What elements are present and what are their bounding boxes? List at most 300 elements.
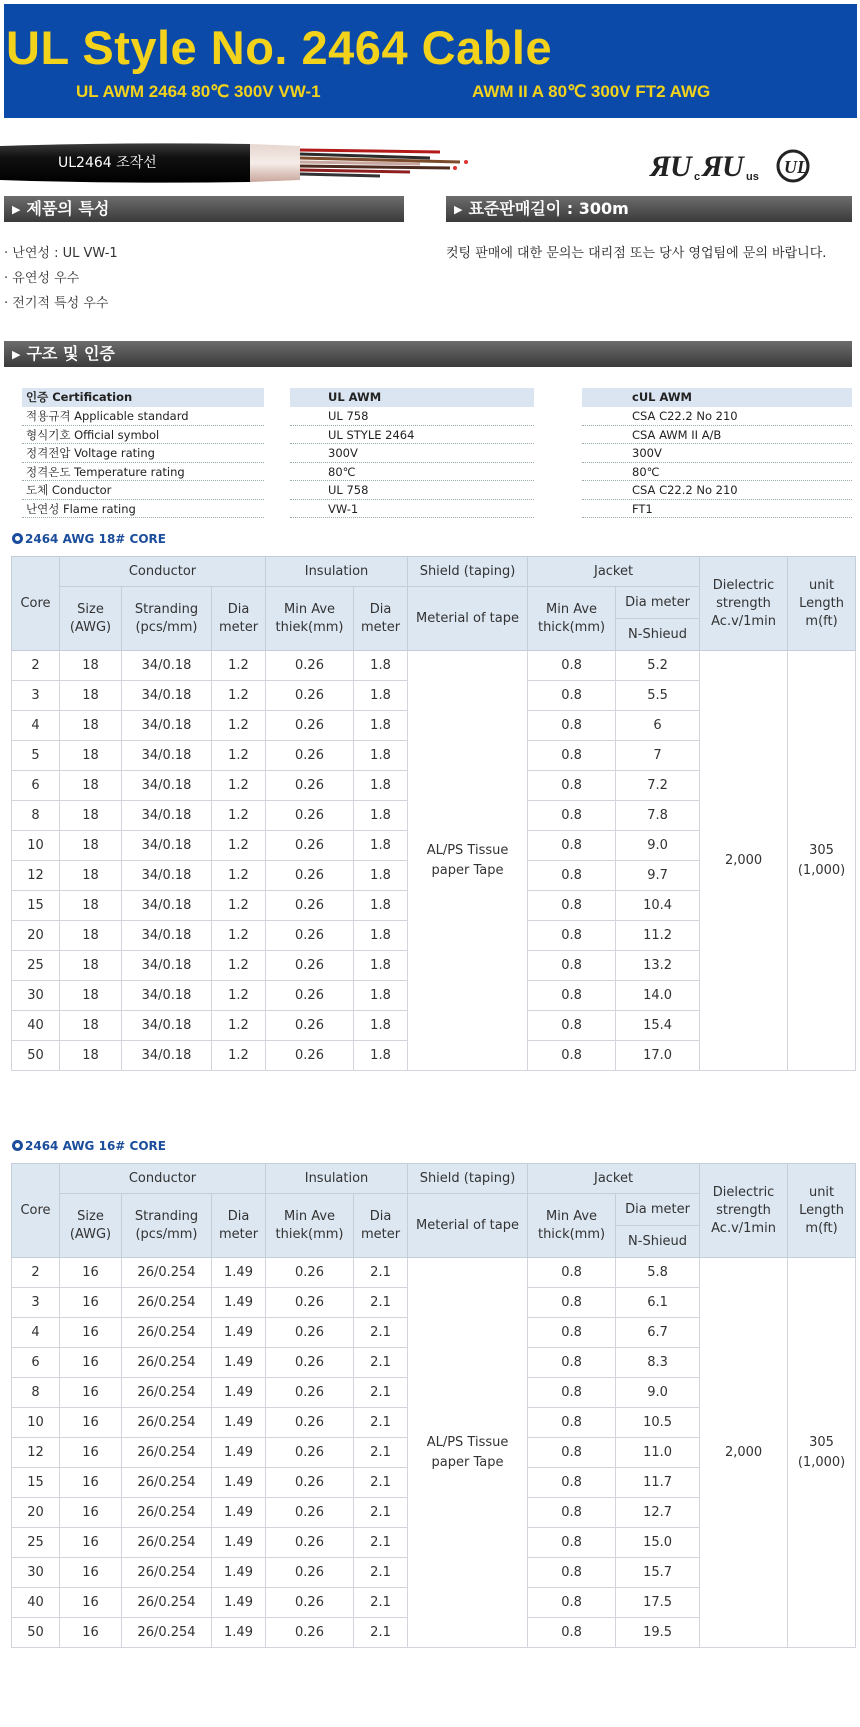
spec-cell: 정격온도 Temperature rating — [22, 463, 264, 482]
list-item: · 유연성 우수 — [4, 271, 80, 286]
page-title: UL Style No. 2464 Cable — [6, 21, 553, 74]
cell-core: 12 — [12, 1438, 60, 1468]
cell-core: 30 — [12, 1558, 60, 1588]
cell-jacket-min-ave: 0.8 — [528, 1318, 616, 1348]
cell-core: 20 — [12, 921, 60, 951]
cell-conductor-dia: 1.49 — [212, 1468, 266, 1498]
subtitle-awm-ii: AWM II A 80℃ 300V FT2 AWG — [472, 82, 711, 101]
cable-spec-table-awg16 — [11, 1163, 856, 1648]
th-shield: Shield (taping) — [408, 557, 528, 587]
cell-stranding: 34/0.18 — [122, 951, 212, 981]
cell-ins-min-ave: 0.26 — [266, 831, 354, 861]
cell-core: 12 — [12, 861, 60, 891]
cell-size: 16 — [60, 1618, 122, 1648]
cell-ins-dia: 2.1 — [354, 1378, 408, 1408]
cell-ins-min-ave: 0.26 — [266, 1498, 354, 1528]
header-banner — [4, 4, 857, 118]
cell-ins-dia: 2.1 — [354, 1528, 408, 1558]
th-n-shield: N-Shieud — [616, 619, 700, 651]
sales-notice: 컷팅 판매에 대한 문의는 대리점 또는 당사 영업팀에 문의 바랍니다. — [446, 246, 827, 261]
cell-conductor-dia: 1.2 — [212, 921, 266, 951]
cell-jacket-min-ave: 0.8 — [528, 1588, 616, 1618]
spec-cell: CSA C22.2 No 210 — [582, 481, 852, 500]
th-min-ave: Min Ave thiek(mm) — [266, 587, 354, 651]
spec-row — [22, 481, 852, 500]
cell-stranding: 26/0.254 — [122, 1528, 212, 1558]
cell-jacket-dia: 9.0 — [616, 1378, 700, 1408]
cell-size: 18 — [60, 861, 122, 891]
cell-jacket-dia: 7.8 — [616, 801, 700, 831]
cell-conductor-dia: 1.2 — [212, 1011, 266, 1041]
cell-jacket-min-ave: 0.8 — [528, 861, 616, 891]
cell-stranding: 34/0.18 — [122, 831, 212, 861]
cell-ins-min-ave: 0.26 — [266, 1618, 354, 1648]
table-title-label: 2464 AWG 18# CORE — [25, 532, 166, 546]
cell-jacket-min-ave: 0.8 — [528, 891, 616, 921]
cell-size: 18 — [60, 711, 122, 741]
sales-heading — [446, 196, 852, 222]
th-jacket-dia: Dia meter — [616, 587, 700, 619]
spec-header-cell: UL AWM — [290, 388, 534, 407]
cell-conductor-dia: 1.49 — [212, 1288, 266, 1318]
cell-ins-dia: 1.8 — [354, 981, 408, 1011]
cell-jacket-dia: 6 — [616, 711, 700, 741]
cell-conductor-dia: 1.2 — [212, 711, 266, 741]
cell-stranding: 34/0.18 — [122, 651, 212, 681]
cell-conductor-dia: 1.2 — [212, 891, 266, 921]
cell-jacket-min-ave: 0.8 — [528, 1618, 616, 1648]
cell-size: 18 — [60, 981, 122, 1011]
circle-bullet-icon — [12, 533, 23, 544]
cell-ins-min-ave: 0.26 — [266, 1378, 354, 1408]
svg-text:Я: Я — [650, 150, 671, 183]
spec-cell: 적용규격 Applicable standard — [22, 407, 264, 426]
cell-jacket-min-ave: 0.8 — [528, 1348, 616, 1378]
cell-ins-min-ave: 0.26 — [266, 1318, 354, 1348]
sales-heading-label: 표준판매길이 : 300m — [468, 199, 629, 218]
cell-size: 16 — [60, 1588, 122, 1618]
cell-stranding: 26/0.254 — [122, 1468, 212, 1498]
th-core: Core — [12, 1164, 60, 1258]
cell-size: 18 — [60, 1011, 122, 1041]
cell-conductor-dia: 1.2 — [212, 981, 266, 1011]
cell-jacket-min-ave: 0.8 — [528, 1041, 616, 1071]
cell-stranding: 26/0.254 — [122, 1438, 212, 1468]
cell-size: 18 — [60, 741, 122, 771]
cell-size: 16 — [60, 1438, 122, 1468]
th-stranding: Stranding (pcs/mm) — [122, 587, 212, 651]
cell-ins-dia: 1.8 — [354, 1041, 408, 1071]
th-core: Core — [12, 557, 60, 651]
cell-ins-dia: 2.1 — [354, 1618, 408, 1648]
cell-ins-min-ave: 0.26 — [266, 1288, 354, 1318]
cell-stranding: 34/0.18 — [122, 921, 212, 951]
triangle-right-icon: ▶ — [12, 348, 21, 361]
cell-ins-min-ave: 0.26 — [266, 951, 354, 981]
th-size: Size (AWG) — [60, 1194, 122, 1258]
cell-jacket-dia: 11.0 — [616, 1438, 700, 1468]
triangle-right-icon: ▶ — [454, 203, 463, 216]
cell-jacket-min-ave: 0.8 — [528, 981, 616, 1011]
th-ins-dia: Dia meter — [354, 1194, 408, 1258]
cell-ins-min-ave: 0.26 — [266, 861, 354, 891]
spec-cell: 80℃ — [290, 463, 534, 482]
cell-ins-dia: 2.1 — [354, 1588, 408, 1618]
cell-stranding: 34/0.18 — [122, 861, 212, 891]
cell-core: 3 — [12, 681, 60, 711]
cell-ins-min-ave: 0.26 — [266, 681, 354, 711]
cell-ins-dia: 2.1 — [354, 1468, 408, 1498]
cell-ins-min-ave: 0.26 — [266, 1558, 354, 1588]
cell-stranding: 34/0.18 — [122, 981, 212, 1011]
spec-header-row — [22, 388, 852, 407]
cell-ins-dia: 2.1 — [354, 1558, 408, 1588]
svg-text:Я: Я — [702, 150, 723, 183]
cell-jacket-dia: 5.8 — [616, 1258, 700, 1288]
cell-ins-dia: 2.1 — [354, 1348, 408, 1378]
spec-row — [22, 444, 852, 463]
cell-size: 18 — [60, 771, 122, 801]
cell-conductor-dia: 1.49 — [212, 1258, 266, 1288]
cell-conductor-dia: 1.2 — [212, 651, 266, 681]
cell-jacket-dia: 8.3 — [616, 1348, 700, 1378]
cell-stranding: 26/0.254 — [122, 1558, 212, 1588]
cell-jacket-dia: 12.7 — [616, 1498, 700, 1528]
th-dia-meter: Dia meter — [212, 1194, 266, 1258]
cell-stranding: 26/0.254 — [122, 1258, 212, 1288]
cell-stranding: 34/0.18 — [122, 801, 212, 831]
th-material: Meterial of tape — [408, 1194, 528, 1258]
cell-core: 10 — [12, 1408, 60, 1438]
cell-ins-dia: 1.8 — [354, 681, 408, 711]
cell-conductor-dia: 1.2 — [212, 801, 266, 831]
cell-ins-min-ave: 0.26 — [266, 1408, 354, 1438]
svg-text:U: U — [722, 150, 744, 183]
cell-shield-material: AL/PS Tissue paper Tape — [408, 651, 528, 1071]
th-size: Size (AWG) — [60, 587, 122, 651]
th-unit-length: unit Length m(ft) — [788, 557, 856, 651]
cell-jacket-min-ave: 0.8 — [528, 951, 616, 981]
cell-size: 16 — [60, 1288, 122, 1318]
cell-jacket-dia: 10.5 — [616, 1408, 700, 1438]
th-insulation: Insulation — [266, 1164, 408, 1194]
cell-jacket-min-ave: 0.8 — [528, 1258, 616, 1288]
spec-cell: UL 758 — [290, 481, 534, 500]
cell-jacket-min-ave: 0.8 — [528, 1288, 616, 1318]
cell-size: 16 — [60, 1498, 122, 1528]
cell-conductor-dia: 1.2 — [212, 681, 266, 711]
cell-jacket-dia: 15.4 — [616, 1011, 700, 1041]
cell-jacket-dia: 5.5 — [616, 681, 700, 711]
cell-jacket-min-ave: 0.8 — [528, 681, 616, 711]
cell-ins-dia: 2.1 — [354, 1258, 408, 1288]
cell-stranding: 34/0.18 — [122, 1041, 212, 1071]
cell-size: 16 — [60, 1348, 122, 1378]
cell-ins-min-ave: 0.26 — [266, 741, 354, 771]
cell-ins-dia: 2.1 — [354, 1498, 408, 1528]
structure-heading-label: 구조 및 인증 — [26, 344, 115, 363]
cell-ins-dia: 2.1 — [354, 1438, 408, 1468]
spec-cell: VW-1 — [290, 500, 534, 519]
cell-ins-min-ave: 0.26 — [266, 1258, 354, 1288]
svg-text:U: U — [670, 150, 692, 183]
cell-ins-min-ave: 0.26 — [266, 921, 354, 951]
table-title-label: 2464 AWG 16# CORE — [25, 1139, 166, 1153]
cell-jacket-min-ave: 0.8 — [528, 1378, 616, 1408]
circle-bullet-icon — [12, 1140, 23, 1151]
cell-stranding: 26/0.254 — [122, 1618, 212, 1648]
spec-cell: 도체 Conductor — [22, 481, 264, 500]
cell-size: 18 — [60, 651, 122, 681]
cell-ins-min-ave: 0.26 — [266, 891, 354, 921]
cell-conductor-dia: 1.49 — [212, 1348, 266, 1378]
cell-core: 4 — [12, 711, 60, 741]
cell-core: 20 — [12, 1498, 60, 1528]
th-shield: Shield (taping) — [408, 1164, 528, 1194]
cell-core: 3 — [12, 1288, 60, 1318]
spec-header-cell: cUL AWM — [582, 388, 852, 407]
cell-core: 8 — [12, 1378, 60, 1408]
cell-ins-dia: 1.8 — [354, 921, 408, 951]
cell-jacket-min-ave: 0.8 — [528, 1558, 616, 1588]
cell-size: 18 — [60, 921, 122, 951]
cell-core: 25 — [12, 1528, 60, 1558]
th-ins-dia: Dia meter — [354, 587, 408, 651]
cell-conductor-dia: 1.49 — [212, 1408, 266, 1438]
cell-stranding: 26/0.254 — [122, 1318, 212, 1348]
cell-jacket-min-ave: 0.8 — [528, 1438, 616, 1468]
cell-ins-min-ave: 0.26 — [266, 1011, 354, 1041]
cell-ins-min-ave: 0.26 — [266, 651, 354, 681]
cell-core: 50 — [12, 1041, 60, 1071]
cell-ins-dia: 1.8 — [354, 951, 408, 981]
spec-row — [22, 500, 852, 519]
feature-list — [4, 241, 118, 316]
cell-jacket-min-ave: 0.8 — [528, 1528, 616, 1558]
th-jacket: Jacket — [528, 1164, 700, 1194]
cell-jacket-dia: 6.1 — [616, 1288, 700, 1318]
cell-conductor-dia: 1.2 — [212, 741, 266, 771]
cell-jacket-dia: 9.7 — [616, 861, 700, 891]
th-jacket-min: Min Ave thick(mm) — [528, 1194, 616, 1258]
cell-jacket-min-ave: 0.8 — [528, 831, 616, 861]
cell-core: 8 — [12, 801, 60, 831]
cell-conductor-dia: 1.49 — [212, 1498, 266, 1528]
cell-jacket-min-ave: 0.8 — [528, 651, 616, 681]
cell-ins-dia: 1.8 — [354, 741, 408, 771]
spec-cell: 80℃ — [582, 463, 852, 482]
cell-core: 50 — [12, 1618, 60, 1648]
cell-core: 40 — [12, 1011, 60, 1041]
th-unit-length: unit Length m(ft) — [788, 1164, 856, 1258]
cell-conductor-dia: 1.49 — [212, 1618, 266, 1648]
cell-ins-dia: 1.8 — [354, 891, 408, 921]
cell-stranding: 26/0.254 — [122, 1588, 212, 1618]
cell-ins-dia: 1.8 — [354, 651, 408, 681]
cell-ins-dia: 1.8 — [354, 831, 408, 861]
cell-jacket-dia: 7.2 — [616, 771, 700, 801]
cell-conductor-dia: 1.2 — [212, 771, 266, 801]
cell-jacket-min-ave: 0.8 — [528, 801, 616, 831]
cell-jacket-dia: 19.5 — [616, 1618, 700, 1648]
cell-core: 4 — [12, 1318, 60, 1348]
cell-ins-min-ave: 0.26 — [266, 1468, 354, 1498]
th-n-shield: N-Shieud — [616, 1226, 700, 1258]
cell-unit-length: 305 (1,000) — [788, 651, 856, 1071]
cell-size: 16 — [60, 1378, 122, 1408]
table-title-awg18 — [12, 532, 166, 546]
cell-ins-dia: 1.8 — [354, 1011, 408, 1041]
cell-size: 18 — [60, 801, 122, 831]
th-conductor: Conductor — [60, 1164, 266, 1194]
cell-ins-min-ave: 0.26 — [266, 1348, 354, 1378]
th-jacket-dia: Dia meter — [616, 1194, 700, 1226]
cell-core: 2 — [12, 651, 60, 681]
cable-spec-table-awg18 — [11, 556, 856, 1071]
triangle-right-icon: ▶ — [12, 203, 21, 216]
cell-jacket-dia: 13.2 — [616, 951, 700, 981]
spec-cell: CSA AWM II A/B — [582, 426, 852, 445]
features-heading-label: 제품의 특성 — [26, 199, 110, 218]
cell-jacket-min-ave: 0.8 — [528, 1498, 616, 1528]
cell-ins-dia: 1.8 — [354, 771, 408, 801]
cell-ins-dia: 2.1 — [354, 1408, 408, 1438]
cell-size: 18 — [60, 681, 122, 711]
cell-stranding: 34/0.18 — [122, 771, 212, 801]
spec-row — [22, 426, 852, 445]
features-heading — [4, 196, 404, 222]
cell-jacket-min-ave: 0.8 — [528, 1408, 616, 1438]
list-item: · 전기적 특성 우수 — [4, 296, 109, 311]
cell-jacket-dia: 15.0 — [616, 1528, 700, 1558]
cell-conductor-dia: 1.49 — [212, 1588, 266, 1618]
subtitle-ul-awm: UL AWM 2464 80℃ 300V VW-1 — [76, 82, 321, 101]
cell-conductor-dia: 1.2 — [212, 861, 266, 891]
cell-jacket-min-ave: 0.8 — [528, 1468, 616, 1498]
cell-jacket-dia: 14.0 — [616, 981, 700, 1011]
cell-core: 2 — [12, 1258, 60, 1288]
th-dielectric: Dielectric strength Ac.v/1min — [700, 1164, 788, 1258]
cell-conductor-dia: 1.2 — [212, 951, 266, 981]
cell-conductor-dia: 1.2 — [212, 831, 266, 861]
cell-ins-dia: 1.8 — [354, 801, 408, 831]
spec-cell: UL STYLE 2464 — [290, 426, 534, 445]
table-row — [12, 1258, 856, 1288]
cell-ins-dia: 2.1 — [354, 1288, 408, 1318]
cell-jacket-min-ave: 0.8 — [528, 921, 616, 951]
cell-jacket-min-ave: 0.8 — [528, 711, 616, 741]
cell-stranding: 26/0.254 — [122, 1498, 212, 1528]
cell-conductor-dia: 1.49 — [212, 1378, 266, 1408]
th-dielectric: Dielectric strength Ac.v/1min — [700, 557, 788, 651]
th-jacket-min: Min Ave thick(mm) — [528, 587, 616, 651]
spec-cell: FT1 — [582, 500, 852, 519]
cell-core: 25 — [12, 951, 60, 981]
spec-cell: UL 758 — [290, 407, 534, 426]
cell-ins-dia: 1.8 — [354, 861, 408, 891]
cable-label: UL2464 조작선 — [58, 155, 157, 171]
spec-cell: 300V — [290, 444, 534, 463]
cell-core: 10 — [12, 831, 60, 861]
cell-jacket-dia: 11.7 — [616, 1468, 700, 1498]
th-min-ave: Min Ave thiek(mm) — [266, 1194, 354, 1258]
spec-row — [22, 463, 852, 482]
cell-core: 15 — [12, 891, 60, 921]
spec-cell: 정격전압 Voltage rating — [22, 444, 264, 463]
cell-size: 16 — [60, 1468, 122, 1498]
th-insulation: Insulation — [266, 557, 408, 587]
cell-size: 16 — [60, 1408, 122, 1438]
cell-ins-min-ave: 0.26 — [266, 771, 354, 801]
cell-size: 18 — [60, 951, 122, 981]
list-item: · 난연성 : UL VW-1 — [4, 246, 118, 261]
cell-size: 16 — [60, 1528, 122, 1558]
cell-core: 30 — [12, 981, 60, 1011]
cell-jacket-dia: 17.0 — [616, 1041, 700, 1071]
cell-jacket-dia: 17.5 — [616, 1588, 700, 1618]
cell-stranding: 26/0.254 — [122, 1288, 212, 1318]
table-title-awg16 — [12, 1139, 166, 1153]
cell-size: 16 — [60, 1258, 122, 1288]
cell-stranding: 34/0.18 — [122, 741, 212, 771]
svg-text:UL: UL — [784, 157, 808, 177]
cell-stranding: 26/0.254 — [122, 1378, 212, 1408]
cell-dielectric: 2,000 — [700, 651, 788, 1071]
structure-heading — [4, 341, 852, 367]
cell-ins-min-ave: 0.26 — [266, 1528, 354, 1558]
cell-jacket-min-ave: 0.8 — [528, 741, 616, 771]
th-conductor: Conductor — [60, 557, 266, 587]
cell-core: 6 — [12, 1348, 60, 1378]
th-material: Meterial of tape — [408, 587, 528, 651]
spec-cell: 형식기호 Official symbol — [22, 426, 264, 445]
cell-size: 18 — [60, 1041, 122, 1071]
table-row — [12, 651, 856, 681]
cell-conductor-dia: 1.49 — [212, 1438, 266, 1468]
cell-stranding: 26/0.254 — [122, 1348, 212, 1378]
cell-unit-length: 305 (1,000) — [788, 1258, 856, 1648]
spec-row — [22, 407, 852, 426]
cell-core: 5 — [12, 741, 60, 771]
cell-ins-min-ave: 0.26 — [266, 1588, 354, 1618]
cell-dielectric: 2,000 — [700, 1258, 788, 1648]
cell-ins-dia: 1.8 — [354, 711, 408, 741]
cell-core: 40 — [12, 1588, 60, 1618]
spec-cell: 300V — [582, 444, 852, 463]
cell-size: 18 — [60, 891, 122, 921]
cell-jacket-dia: 11.2 — [616, 921, 700, 951]
spec-cell: CSA C22.2 No 210 — [582, 407, 852, 426]
cell-jacket-dia: 6.7 — [616, 1318, 700, 1348]
spec-header-cell: 인증 Certification — [22, 388, 264, 407]
cell-ins-dia: 2.1 — [354, 1318, 408, 1348]
cell-ins-min-ave: 0.26 — [266, 1041, 354, 1071]
cell-stranding: 26/0.254 — [122, 1408, 212, 1438]
spec-cell: 난연성 Flame rating — [22, 500, 264, 519]
cell-jacket-dia: 7 — [616, 741, 700, 771]
cell-conductor-dia: 1.2 — [212, 1041, 266, 1071]
cell-conductor-dia: 1.49 — [212, 1528, 266, 1558]
cell-size: 18 — [60, 831, 122, 861]
cell-jacket-dia: 9.0 — [616, 831, 700, 861]
cell-conductor-dia: 1.49 — [212, 1558, 266, 1588]
cell-core: 6 — [12, 771, 60, 801]
cell-jacket-dia: 10.4 — [616, 891, 700, 921]
cell-conductor-dia: 1.49 — [212, 1318, 266, 1348]
svg-text:us: us — [746, 171, 759, 183]
th-dia-meter: Dia meter — [212, 587, 266, 651]
th-jacket: Jacket — [528, 557, 700, 587]
